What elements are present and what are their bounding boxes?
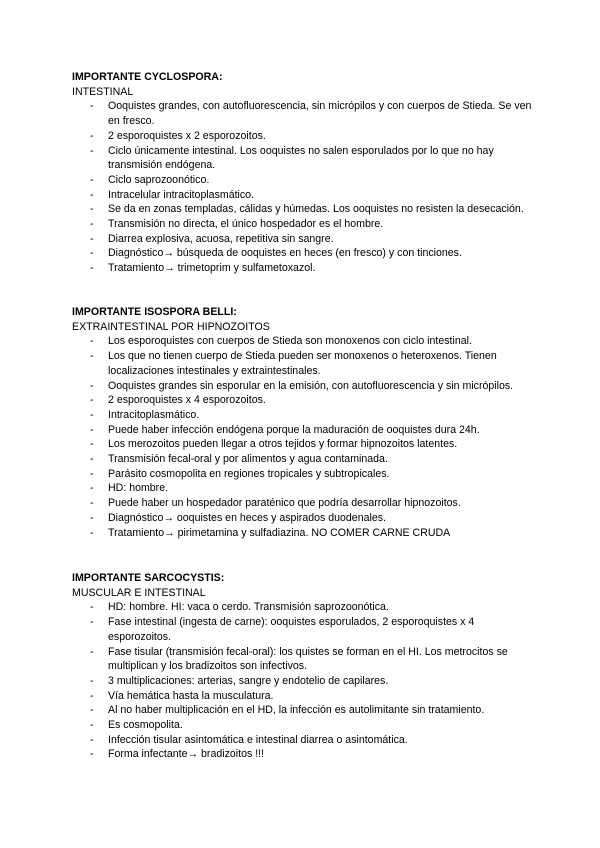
list-item: - Ooquistes grandes, con autofluorescencia, sin micrópilos y con cuerpos de Stieda. Se ven en fresco. [72, 99, 532, 128]
list-item: - Diagnóstico→ búsqueda de ooquistes en heces (en fresco) y con tinciones. [72, 246, 532, 261]
list-item: - Al no haber multiplicación en el HD, la infección es autolimitante sin tratamiento. [72, 703, 532, 718]
list-item: - Infección tisular asintomática e intestinal diarrea o asintomática. [72, 733, 532, 748]
section-title: IMPORTANTE SARCOCYSTIS: [72, 572, 225, 584]
list-item: - Fase tisular (transmisión fecal-oral): los quistes se forman en el HI. Los metrocitos se multiplican y los bradizoitos son infectivos. [72, 645, 532, 674]
list-item: - Vía hemática hasta la musculatura. [72, 689, 532, 704]
list-item: - Es cosmopolita. [72, 718, 532, 733]
list-item: - 2 esporoquistes x 4 esporozoitos. [72, 393, 532, 408]
section-subtitle: EXTRAINTESTINAL POR HIPNOZOITOS [72, 320, 270, 333]
list-item: - Parásito cosmopolita en regiones tropicales y subtropicales. [72, 467, 532, 482]
list-item: - Intracitoplasmático. [72, 408, 532, 423]
list-item: - Los esporoquistes con cuerpos de Stieda son monoxenos con ciclo intestinal. [72, 334, 532, 349]
section-isospora-belli [72, 305, 532, 540]
section-subtitle: MUSCULAR E INTESTINAL [72, 586, 206, 599]
list-item: - 2 esporoquistes x 2 esporozoitos. [72, 129, 532, 144]
list-item: - HD: hombre. HI: vaca o cerdo. Transmisión saprozoonótica. [72, 600, 532, 615]
bullet-list [72, 600, 532, 762]
list-item: - Se da en zonas templadas, cálidas y húmedas. Los ooquistes no resisten la desecación. [72, 202, 532, 217]
bullet-list [72, 334, 532, 540]
section-title: IMPORTANTE CYCLOSPORA: [72, 71, 223, 83]
list-item: - Transmisión no directa, el único hospedador es el hombre. [72, 217, 532, 232]
bullet-list [72, 99, 532, 275]
list-item: - Diagnóstico→ ooquistes en heces y aspirados duodenales. [72, 511, 532, 526]
list-item: - Ooquistes grandes sin esporular en la emisión, con autofluorescencia y sin micrópilos. [72, 379, 532, 394]
section-subtitle: INTESTINAL [72, 85, 134, 98]
list-item: - Forma infectante→ bradizoitos !!! [72, 747, 532, 762]
list-item: - Los merozoitos pueden llegar a otros tejidos y formar hipnozoitos latentes. [72, 437, 532, 452]
list-item: - Tratamiento→ trimetoprim y sulfametoxazol. [72, 261, 532, 276]
list-item: - Diarrea explosiva, acuosa, repetitiva sin sangre. [72, 232, 532, 247]
list-item: - Puede haber un hospedador paraténico que podría desarrollar hipnozoitos. [72, 496, 532, 511]
list-item: - Tratamiento→ pirimetamina y sulfadiazina. NO COMER CARNE CRUDA [72, 526, 532, 541]
list-item: - Ciclo saprozoonótico. [72, 173, 532, 188]
list-item: - Los que no tienen cuerpo de Stieda pueden ser monoxenos o heteroxenos. Tienen localizaciones intestinales y extraintestinales. [72, 349, 532, 378]
section-sarcocystis [72, 571, 532, 762]
list-item: - Transmisión fecal-oral y por alimentos y agua contaminada. [72, 452, 532, 467]
list-item: - Puede haber infección endógena porque la maduración de ooquistes dura 24h. [72, 423, 532, 438]
section-title: IMPORTANTE ISOSPORA BELLI: [72, 306, 237, 318]
list-item: - HD: hombre. [72, 481, 532, 496]
list-item: - 3 multiplicaciones: arterias, sangre y endotelio de capilares. [72, 674, 532, 689]
list-item: - Intracelular intracitoplasmático. [72, 188, 532, 203]
list-item: - Ciclo únicamente intestinal. Los ooquistes no salen esporulados por lo que no hay transmisión endógena. [72, 144, 532, 173]
list-item: - Fase intestinal (ingesta de carne): ooquistes esporulados, 2 esporoquistes x 4 esporozoitos. [72, 615, 532, 644]
section-cyclospora [72, 70, 532, 276]
